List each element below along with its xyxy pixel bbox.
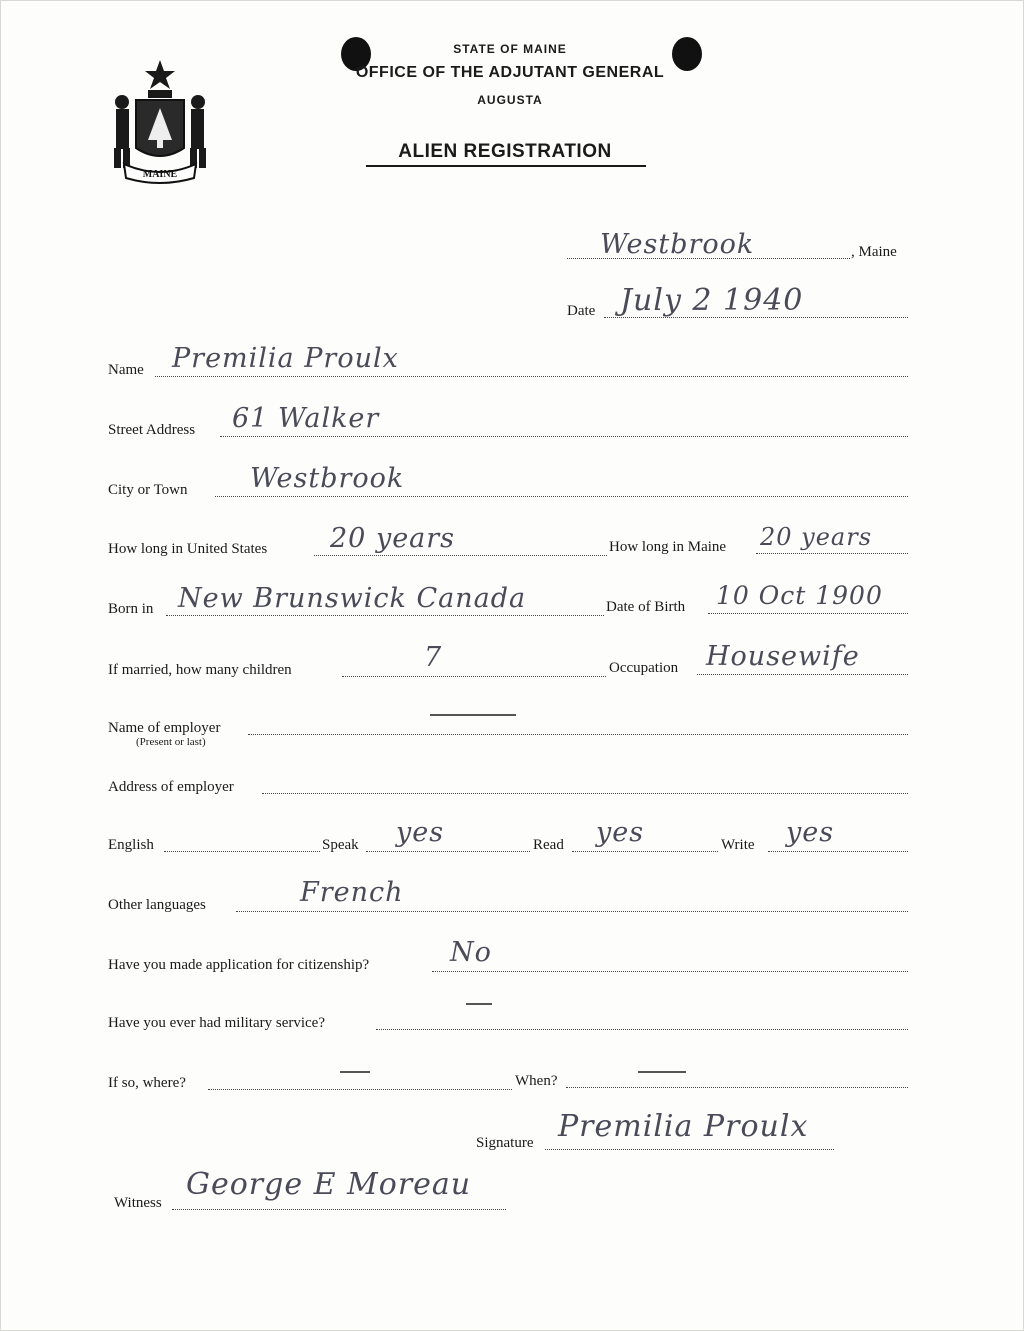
occupation-line <box>697 674 908 675</box>
us-duration-label: How long in United States <box>108 541 268 557</box>
employer-dash <box>430 714 516 716</box>
employer-sublabel: (Present or last) <box>136 736 206 748</box>
english-line <box>164 851 320 852</box>
employer-label: Name of employer <box>108 720 221 736</box>
dob-value: 10 Oct 1900 <box>716 581 883 610</box>
witness-label: Witness <box>114 1195 162 1211</box>
signature-line <box>545 1149 834 1150</box>
maine-duration-label: How long in Maine <box>609 539 727 555</box>
write-label: Write <box>721 837 755 853</box>
dob-label: Date of Birth <box>606 599 686 615</box>
employer-address-line <box>262 793 908 794</box>
where-line <box>208 1089 512 1090</box>
header-office: OFFICE OF THE ADJUTANT GENERAL <box>355 64 665 81</box>
location-suffix: , Maine <box>851 244 897 260</box>
read-label: Read <box>533 837 564 853</box>
speak-line <box>366 851 530 852</box>
birthplace-line <box>166 615 604 616</box>
dob-line <box>708 613 908 614</box>
witness-line <box>172 1209 506 1210</box>
occupation-value: Housewife <box>706 641 860 672</box>
city-value: Westbrook <box>250 463 405 494</box>
header-state: STATE OF MAINE <box>453 42 567 56</box>
citizenship-line <box>432 971 908 972</box>
title-underline <box>366 165 646 167</box>
us-duration-value: 20 years <box>330 523 456 554</box>
when-dash <box>638 1071 686 1073</box>
write-line <box>768 851 908 852</box>
page-title: ALIEN REGISTRATION <box>398 141 612 162</box>
read-line <box>572 851 718 852</box>
name-value: Premilia Proulx <box>172 343 399 374</box>
employer-line <box>248 734 908 735</box>
english-label: English <box>108 837 154 853</box>
when-line <box>566 1087 908 1088</box>
read-value: yes <box>596 817 645 848</box>
name-label: Name <box>108 362 144 378</box>
speak-label: Speak <box>322 837 359 853</box>
children-line <box>342 676 606 677</box>
military-dash <box>466 1003 492 1005</box>
us-duration-line <box>314 555 607 556</box>
where-label: If so, where? <box>108 1075 186 1091</box>
write-value: yes <box>786 817 835 848</box>
other-languages-line <box>236 911 908 912</box>
name-line <box>155 376 908 377</box>
signature-label: Signature <box>476 1135 534 1151</box>
citizenship-value: No <box>450 937 492 968</box>
maine-duration-line <box>756 553 908 554</box>
citizenship-label: Have you made application for citizenship? <box>108 957 370 973</box>
svg-text:MAINE: MAINE <box>142 169 178 180</box>
street-label: Street Address <box>108 422 196 438</box>
military-line <box>376 1029 908 1030</box>
other-languages-value: French <box>300 877 404 908</box>
street-value: 61 Walker <box>232 403 380 434</box>
street-line <box>220 436 908 437</box>
children-label: If married, how many children <box>108 662 292 678</box>
city-line <box>215 496 908 497</box>
witness-value: George E Moreau <box>186 1167 472 1202</box>
employer-address-label: Address of employer <box>108 779 234 795</box>
date-value: July 2 1940 <box>620 283 804 318</box>
other-languages-label: Other languages <box>108 897 206 913</box>
header-city: AUGUSTA <box>477 93 543 107</box>
signature-value: Premilia Proulx <box>558 1109 809 1144</box>
children-value: 7 <box>424 642 443 673</box>
where-dash <box>340 1071 370 1073</box>
maine-duration-value: 20 years <box>760 523 873 551</box>
birthplace-label: Born in <box>108 601 154 617</box>
punch-hole-right <box>672 37 702 71</box>
location-value: Westbrook <box>600 229 755 260</box>
birthplace-value: New Brunswick Canada <box>178 583 527 614</box>
city-label: City or Town <box>108 482 188 498</box>
when-label: When? <box>515 1073 558 1089</box>
state-seal-icon <box>104 56 216 184</box>
occupation-label: Occupation <box>609 660 679 676</box>
date-label: Date <box>567 303 596 319</box>
speak-value: yes <box>396 817 445 848</box>
military-label: Have you ever had military service? <box>108 1015 325 1031</box>
